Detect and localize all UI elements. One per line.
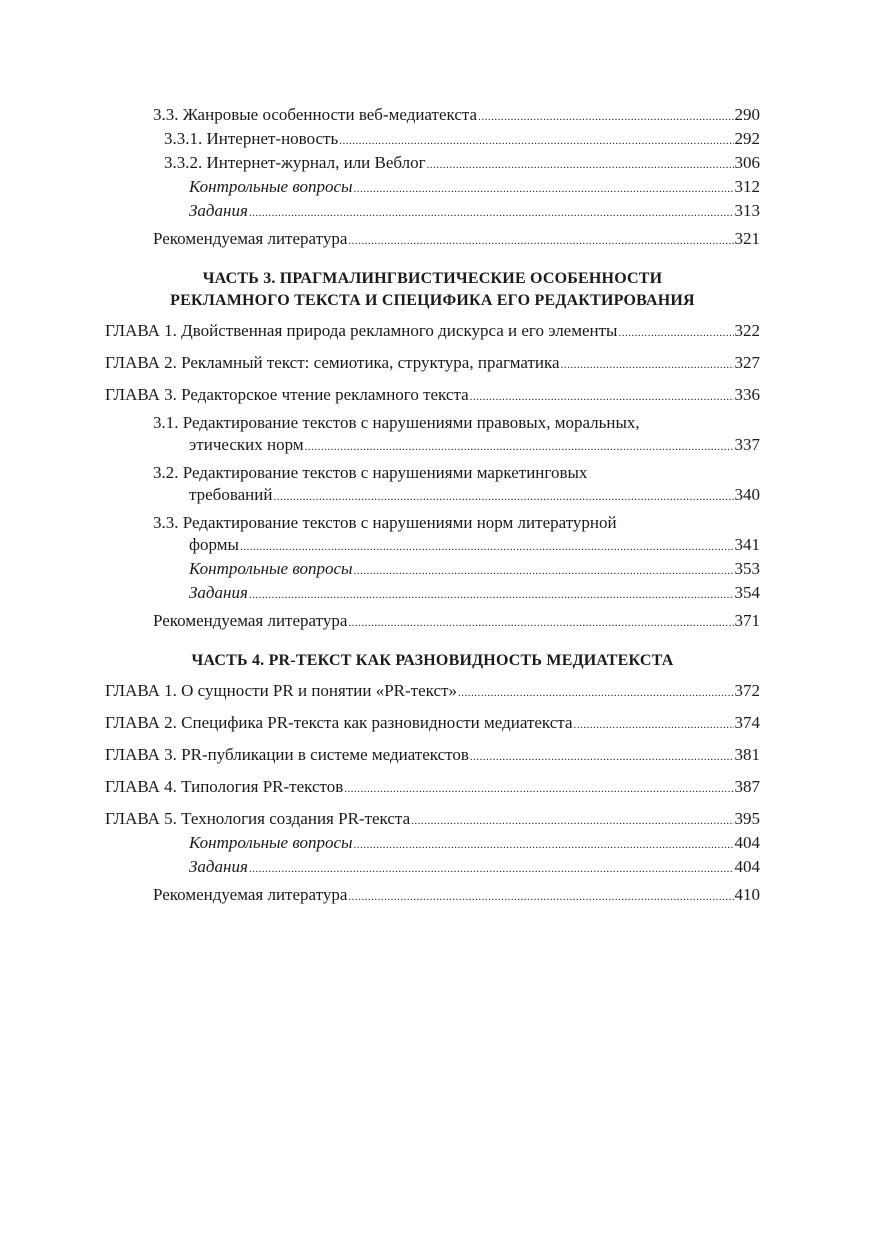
toc-entry — [189, 832, 760, 856]
part-heading-line: ЧАСТЬ 3. ПРАГМАЛИНГВИСТИЧЕСКИЕ ОСОБЕННОСТИ — [202, 270, 663, 287]
leader-dots — [354, 560, 734, 582]
leader-dots — [240, 536, 734, 558]
leader-dots — [458, 682, 734, 704]
leader-dots — [427, 154, 734, 176]
part-heading — [105, 268, 760, 312]
toc-entry-title: Задания — [189, 201, 248, 220]
toc-entry-title: ГЛАВА 2. Рекламный текст: семиотика, структура, прагматика — [105, 353, 560, 372]
toc-entry — [153, 610, 760, 634]
toc-entry-page: 404 — [734, 833, 760, 852]
toc-chapter — [105, 352, 760, 376]
toc-entry-title-cont: формы — [189, 535, 239, 554]
toc-entry-page: 374 — [734, 713, 760, 732]
leader-dots — [470, 386, 734, 408]
leader-dots — [249, 858, 734, 880]
toc-entry — [189, 856, 760, 880]
toc-entry-multiline — [153, 412, 760, 458]
toc-entry-title: Рекомендуемая литература — [153, 229, 348, 248]
toc-entry-page: 337 — [734, 435, 760, 454]
toc-entry-title: ГЛАВА 2. Специфика PR-текста как разновидности медиатекста — [105, 713, 573, 732]
toc-entry-title: Контрольные вопросы — [189, 559, 353, 578]
toc-entry-page: 410 — [734, 885, 760, 904]
toc-entry — [164, 128, 760, 152]
part-heading — [105, 650, 760, 672]
leader-dots — [249, 584, 734, 606]
toc-entry-page: 381 — [734, 745, 760, 764]
toc-chapter — [105, 384, 760, 408]
leader-dots — [344, 778, 733, 800]
leader-dots — [618, 322, 733, 344]
toc-entry-continuation — [189, 484, 760, 508]
leader-dots — [249, 202, 734, 224]
toc-entry — [153, 228, 760, 252]
leader-dots — [561, 354, 734, 376]
toc-entry — [164, 152, 760, 176]
toc-entry-multiline — [153, 512, 760, 558]
toc-entry-page: 354 — [734, 583, 760, 602]
toc-entry-page: 313 — [734, 201, 760, 220]
toc-entry-page: 340 — [734, 485, 760, 504]
toc-entry-continuation — [189, 534, 760, 558]
toc-entry-page: 404 — [734, 857, 760, 876]
toc-chapter — [105, 776, 760, 800]
toc-entry-title: ГЛАВА 1. Двойственная природа рекламного дискурса и его элементы — [105, 321, 618, 340]
toc-chapter — [105, 320, 760, 344]
toc-entry — [189, 558, 760, 582]
toc-entry-page: 336 — [734, 385, 760, 404]
toc-entry-title: Задания — [189, 583, 248, 602]
toc-entry-title: Контрольные вопросы — [189, 833, 353, 852]
leader-dots — [354, 834, 734, 856]
toc-entry-page: 292 — [734, 129, 760, 148]
toc-entry — [153, 884, 760, 908]
toc-entry-title: Задания — [189, 857, 248, 876]
leader-dots — [478, 106, 733, 128]
leader-dots — [273, 486, 733, 508]
toc-entry-page: 312 — [734, 177, 760, 196]
toc-entry-page: 372 — [734, 681, 760, 700]
toc-chapter — [105, 712, 760, 736]
toc-chapter — [105, 680, 760, 704]
leader-dots — [348, 612, 733, 634]
toc-entry-title-cont: требований — [189, 485, 273, 504]
leader-dots — [339, 130, 733, 152]
toc-entry-title: ГЛАВА 1. О сущности PR и понятии «PR-текст» — [105, 681, 457, 700]
leader-dots — [354, 178, 734, 200]
leader-dots — [411, 810, 733, 832]
toc-entry — [189, 200, 760, 224]
toc-entry-title: Рекомендуемая литература — [153, 885, 348, 904]
leader-dots — [305, 436, 734, 458]
leader-dots — [470, 746, 734, 768]
part-heading-line: РЕКЛАМНОГО ТЕКСТА И СПЕЦИФИКА ЕГО РЕДАКТИРОВАНИЯ — [170, 292, 695, 309]
toc-entry-page: 322 — [734, 321, 760, 340]
toc-entry-page: 371 — [734, 611, 760, 630]
part-heading-line: ЧАСТЬ 4. PR-ТЕКСТ КАК РАЗНОВИДНОСТЬ МЕДИАТЕКСТА — [191, 652, 674, 669]
toc-entry-title: ГЛАВА 3. PR-публикации в системе медиатекстов — [105, 745, 469, 764]
toc-entry-page: 387 — [734, 777, 760, 796]
toc-entry-title-cont: этических норм — [189, 435, 304, 454]
table-of-contents — [0, 104, 876, 908]
toc-entry-page: 327 — [734, 353, 760, 372]
leader-dots — [348, 230, 733, 252]
toc-entry-title: 3.3.1. Интернет-новость — [164, 129, 339, 148]
toc-entry-page: 290 — [734, 105, 760, 124]
toc-entry-title: ГЛАВА 5. Технология создания PR-текста — [105, 809, 411, 828]
toc-entry-page: 306 — [734, 153, 760, 172]
toc-entry-page: 321 — [734, 229, 760, 248]
toc-entry — [153, 104, 760, 128]
toc-entry-title: 3.3. Редактирование текстов с нарушениями норм литературной — [153, 513, 617, 532]
toc-entry-page: 341 — [734, 535, 760, 554]
toc-entry-title: Контрольные вопросы — [189, 177, 353, 196]
leader-dots — [573, 714, 733, 736]
toc-entry-title: 3.2. Редактирование текстов с нарушениями маркетинговых — [153, 463, 588, 482]
toc-chapter — [105, 744, 760, 768]
toc-entry-title: Рекомендуемая литература — [153, 611, 348, 630]
toc-entry-title: ГЛАВА 3. Редакторское чтение рекламного текста — [105, 385, 469, 404]
toc-chapter — [105, 808, 760, 832]
toc-entry-page: 353 — [734, 559, 760, 578]
toc-entry-title: 3.1. Редактирование текстов с нарушениями правовых, моральных, — [153, 413, 640, 432]
toc-entry-title: 3.3. Жанровые особенности веб-медиатекста — [153, 105, 478, 124]
toc-entry-title: 3.3.2. Интернет-журнал, или Веблог — [164, 153, 426, 172]
toc-entry — [189, 176, 760, 200]
toc-entry-page: 395 — [734, 809, 760, 828]
leader-dots — [348, 886, 733, 908]
toc-entry-continuation — [189, 434, 760, 458]
toc-entry-multiline — [153, 462, 760, 508]
toc-entry — [189, 582, 760, 606]
toc-entry-title: ГЛАВА 4. Типология PR-текстов — [105, 777, 344, 796]
